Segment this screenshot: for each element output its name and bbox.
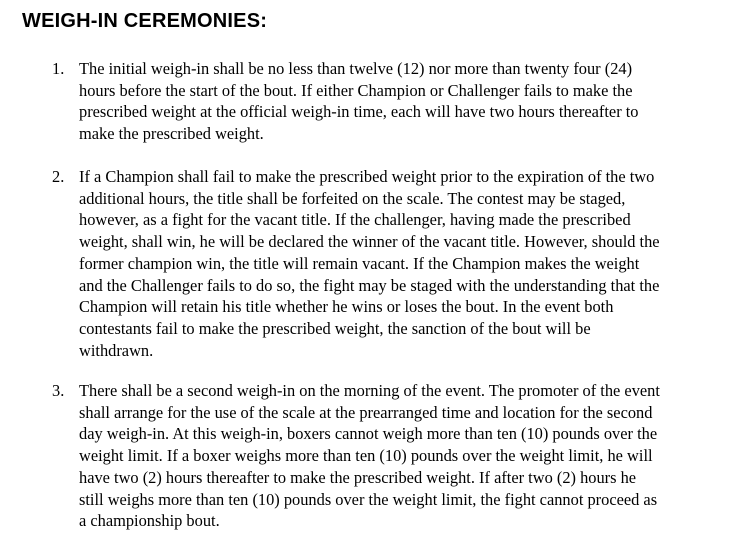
rule-line: a championship bout. <box>79 511 220 531</box>
rule-line: If a Champion shall fail to make the prescribed weight prior to the expiration of the two <box>79 167 655 186</box>
rule-line: weight limit. If a boxer weighs more than ten (10) pounds over the weight limit, he will <box>79 446 653 466</box>
rule-line: make the prescribed weight. <box>79 124 264 144</box>
rule-number: 2. <box>52 167 65 186</box>
rule-text <box>79 58 739 145</box>
rule-line: and the Challenger fails to do so, the fight may be staged with the understanding that the <box>79 275 660 295</box>
rule-text <box>79 380 739 532</box>
rule-line: shall arrange for the use of the scale at the prearranged time and location for the second <box>79 402 653 422</box>
rule-line: additional hours, the title shall be forfeited on the scale. The contest may be staged, <box>79 188 626 208</box>
rule-line: prescribed weight at the official weigh-in time, each will have two hours thereafter to <box>79 102 639 122</box>
rule-line: day weigh-in. At this weigh-in, boxers cannot weigh more than ten (10) pounds over the <box>79 424 658 444</box>
rule-line: The initial weigh-in shall be no less than twelve (12) nor more than twenty four (24) <box>79 59 633 78</box>
rule-line: however, as a fight for the vacant title. If the challenger, having made the prescribed <box>79 210 631 230</box>
rule-line: withdrawn. <box>79 340 154 360</box>
rule-number: 1. <box>52 59 65 78</box>
rule-line: There shall be a second weigh-in on the morning of the event. The promoter of the event <box>79 381 660 400</box>
rule-line: contestants fail to make the prescribed weight, the sanction of the bout will be <box>79 318 591 338</box>
rule-line: Champion will retain his title whether he wins or loses the bout. In the event both <box>79 297 614 317</box>
rule-line: still weighs more than ten (10) pounds over the weight limit, the fight cannot proceed as <box>79 489 658 509</box>
section-heading: WEIGH-IN CEREMONIES: <box>22 10 268 32</box>
rule-line: weight, shall win, he will be declared the winner of the vacant title. However, should the <box>79 232 660 252</box>
rule-line: former champion win, the title will remain vacant. If the Champion makes the weight <box>79 253 640 273</box>
rule-line: hours before the start of the bout. If either Champion or Challenger fails to make the <box>79 80 633 100</box>
rule-number: 3. <box>52 381 65 400</box>
rule-text <box>79 166 739 361</box>
rule-line: have two (2) hours thereafter to make the prescribed weight. If after two (2) hours he <box>79 467 637 487</box>
